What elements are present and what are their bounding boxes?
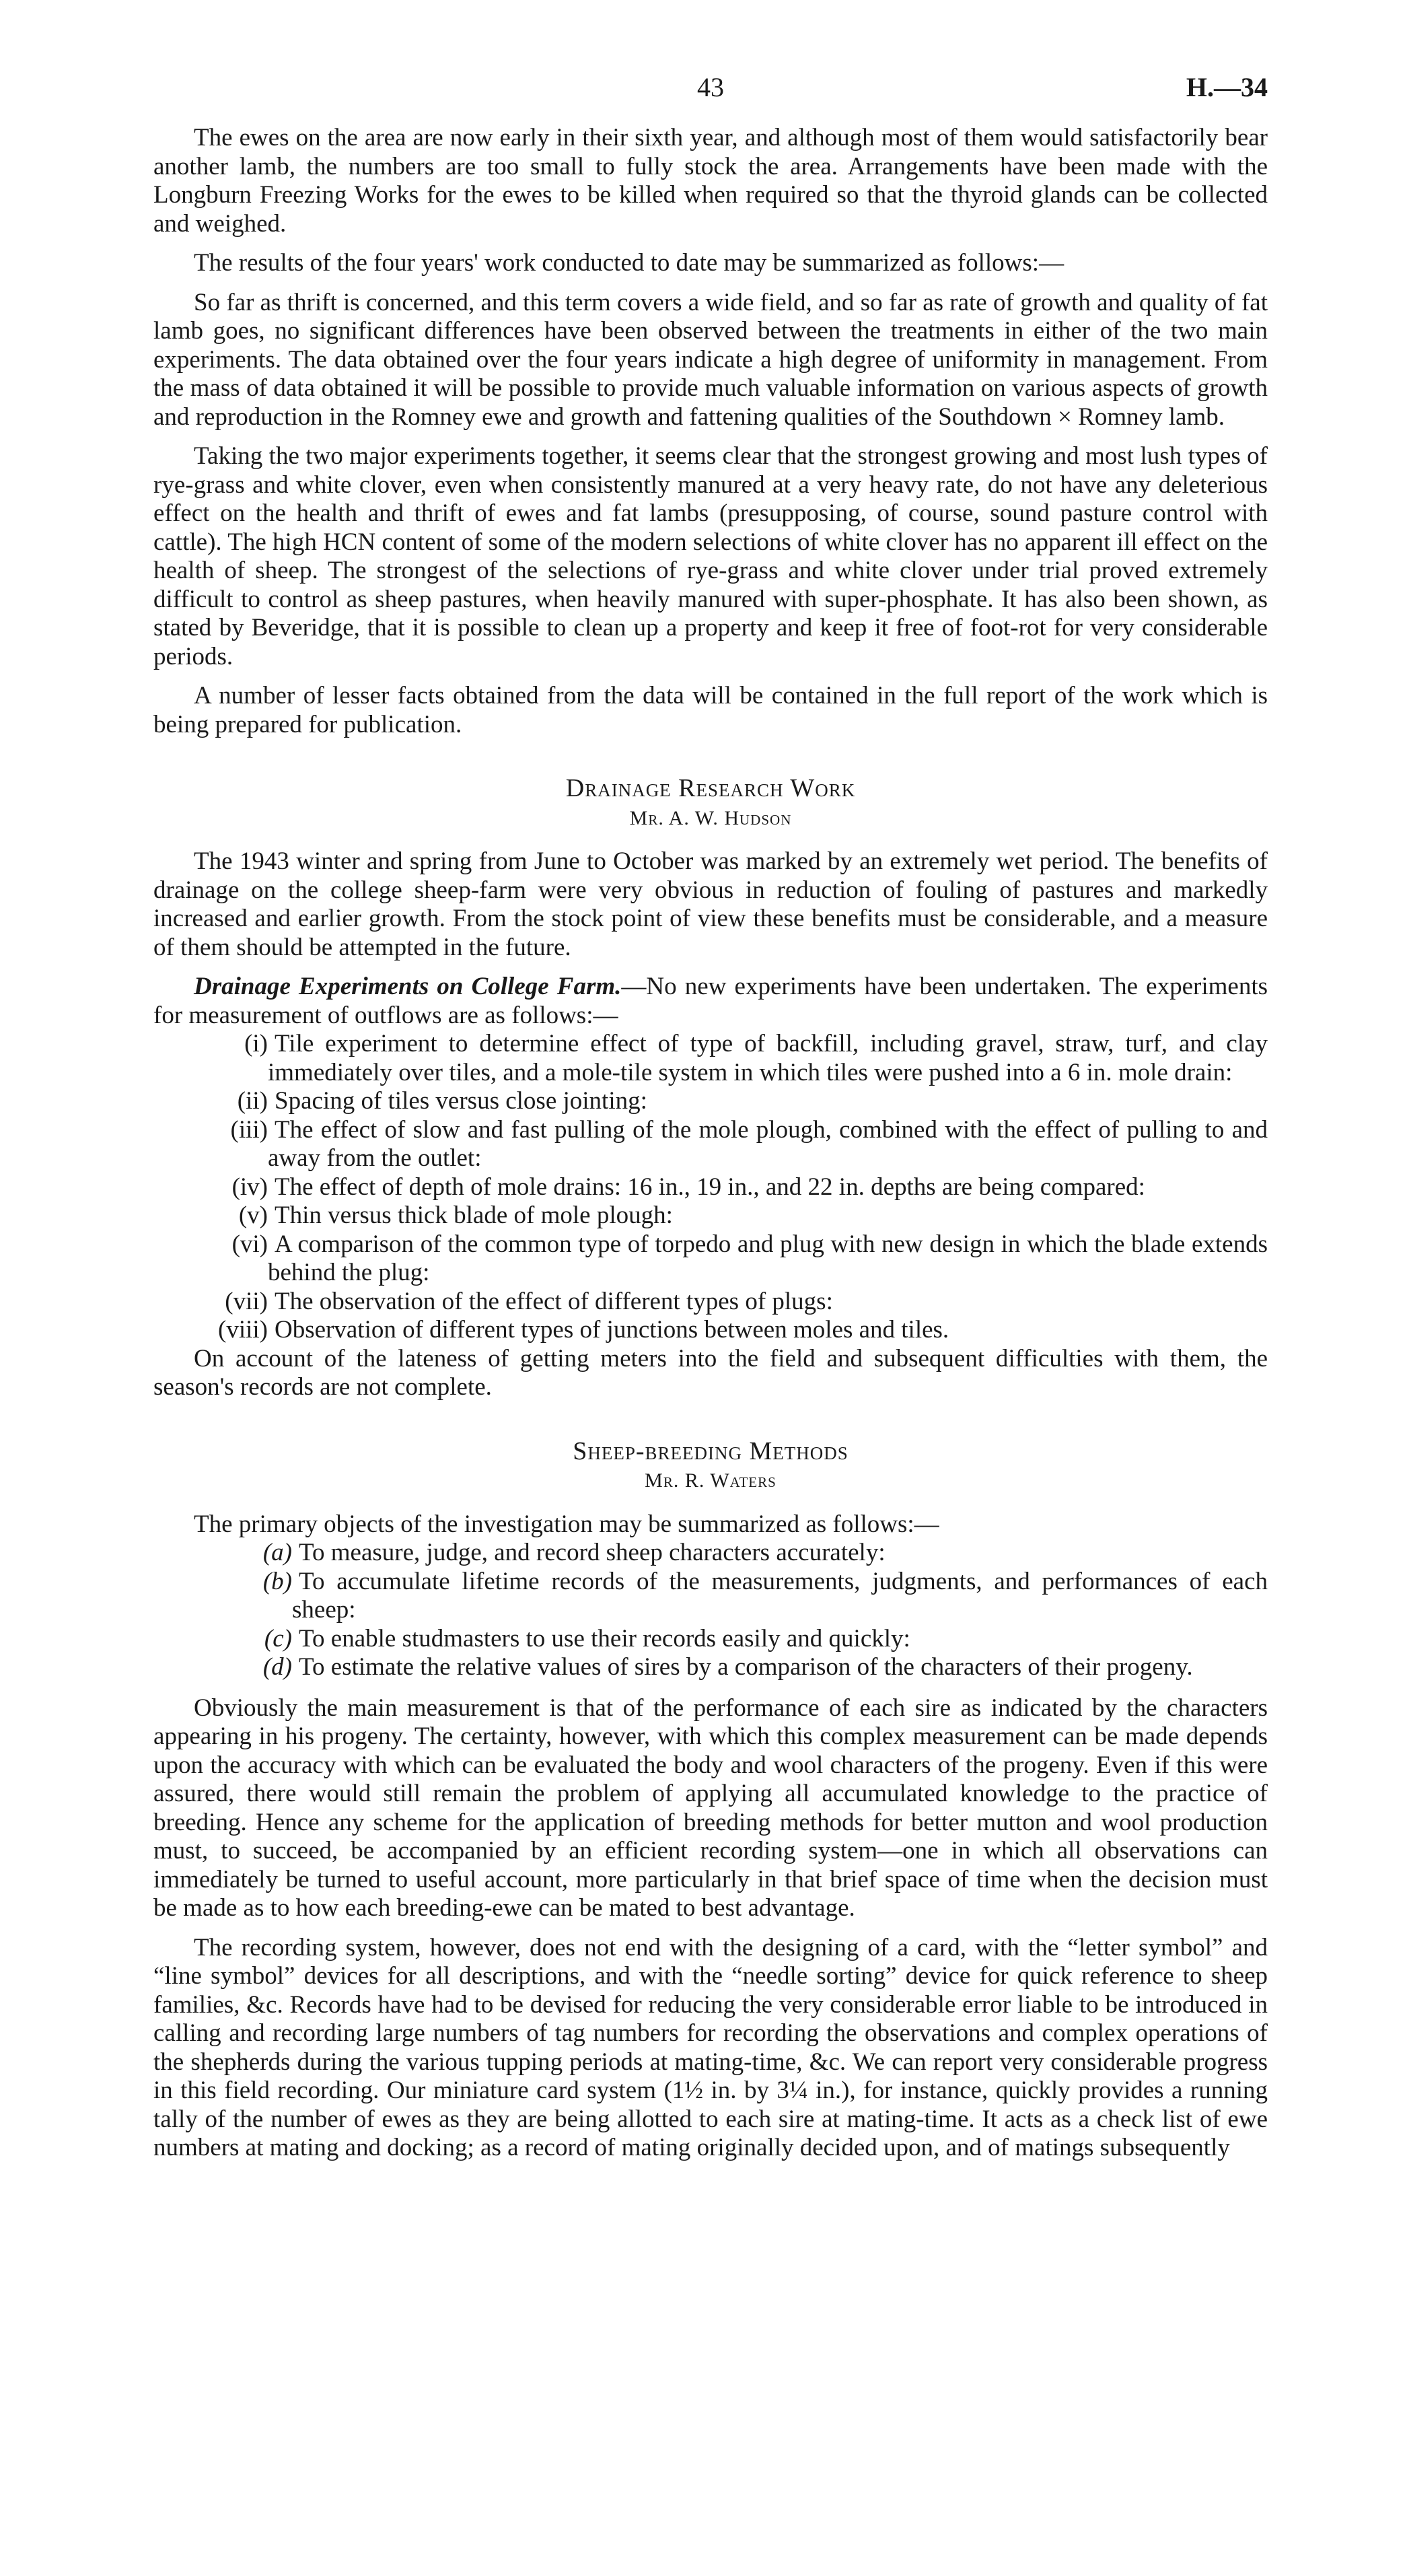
list-item [153,1202,1268,1230]
report-code: H.—34 [1186,72,1268,102]
list-item [153,1568,1268,1625]
list-item-number: (vi) [231,1230,268,1258]
list-item-number: (viii) [218,1316,268,1344]
list-item-text: The effect of depth of mole drains: 16 in., 19 in., and 22 in. depths are being compared: [275,1173,1145,1201]
list-item-number: (iv) [231,1173,268,1201]
paragraph-results-summary: The results of the four years' work conducted to date may be summarized as follows:— [194,249,1065,277]
page-header [153,67,1268,108]
list-item-number: (ii) [237,1087,268,1115]
list-item-text: To accumulate lifetime records of the measurements, judgments, and performances of each sheep: [292,1567,1268,1624]
list-item [153,1116,1268,1173]
list-item-text: To estimate the relative values of sires by a comparison of the characters of their progeny. [299,1653,1193,1681]
list-item-text: A comparison of the common type of torpedo and plug with new design in which the blade extends behind the plug: [268,1230,1268,1286]
list-item [153,1030,1268,1087]
list-item-number: (d) [262,1653,292,1681]
list-item-text: To measure, judge, and record sheep characters accurately: [299,1539,886,1566]
paragraph-main-measurement: Obviously the main measurement is that of the performance of each sire as indicated by the characters appearing in his progeny. The certainty, however, with which this complex measurement can be made depends upon the accuracy with which can be evaluated the body and wool characters of the progeny. Even if this were assured, there would still remain the problem of applying all accumulated knowledge to the practice of breeding. Hence any scheme for the application of breeding methods for better mutton and wool production must, to succeed, be accompanied by an efficient recording system—one in which all observations can immediately be turned to useful account, more particularly in that brief space of time when the decision must be made as to how each breeding-ewe can be mated to best advantage. [153,1694,1268,1922]
page-body [153,124,1268,2173]
list-item [153,1173,1268,1202]
list-item-number: (c) [264,1624,292,1652]
list-item-number: (i) [244,1030,268,1057]
paragraph-lesser-facts: A number of lesser facts obtained from the data will be contained in the full report of the work which is being prepared for publication. [153,682,1268,738]
list-item [153,1316,1268,1345]
list-item-text: To enable studmasters to use their records easily and quickly: [299,1624,910,1652]
list-item-number: (a) [262,1539,292,1566]
section-heading-drainage: Drainage Research Work [565,774,856,802]
list-item-number: (iii) [230,1115,268,1144]
paragraph-thrift: So far as thrift is concerned, and this term covers a wide field, and so far as rate of growth and quality of fat lamb goes, no significant differences have been observed between the treatments in either of the two main experiments. The data obtained over the four years indicate a high degree of uniformity in management. From the mass of data obtained it will be possible to provide much valuable information on various aspects of growth and reproduction in the Romney ewe and growth and fattening qualities of the Southdown × Romney lamb. [153,288,1268,431]
paragraph-drainage-1943: The 1943 winter and spring from June to October was marked by an extremely wet period. The benefits of drainage on the college sheep-farm were very obvious in reduction of fouling of pastures and markedly increased and earlier growth. From the stock point of view these benefits must be considerable, and a measure of them should be attempted in the future. [153,847,1268,961]
list-item [153,1087,1268,1116]
run-in-title: Drainage Experiments on College Farm. [194,973,622,1000]
list-item-text: The effect of slow and fast pulling of the mole plough, combined with the effect of pulling to and away from the outlet: [268,1115,1268,1172]
drainage-experiment-list [153,1030,1268,1345]
list-item-text: Tile experiment to determine effect of type of backfill, including gravel, straw, turf, and clay immediately over tiles, and a mole-tile system in which tiles were pushed into a 6 in. mole drain: [268,1030,1268,1086]
list-item [153,1230,1268,1288]
list-item-number: (vii) [225,1287,268,1315]
section-heading-sheep-breeding: Sheep-breeding Methods [573,1436,849,1465]
list-item [153,1625,1268,1654]
paragraph-ewes: The ewes on the area are now early in their sixth year, and although most of them would satisfactorily bear another lamb, the numbers are too small to fully stock the area. Arrangements have been made with the Longburn Freezing Works for the ewes to be killed when required so that the thyroid glands can be collected and weighed. [153,124,1268,238]
paragraph-recording-system: The recording system, however, does not end with the designing of a card, with the “letter symbol” and “line symbol” devices for all descriptions, and with the “needle sorting” device for quick reference to sheep families, &c. Records have had to be devised for reducing the very considerable error liable to be introduced in calling and recording large numbers of tag numbers for recording the observations and complex operations of the shepherds during the various tupping periods at mating-time, &c. We can report very considerable progress in this field recording. Our miniature card system (1½ in. by 3¼ in.), for instance, quickly provides a running tally of the number of ewes as they are being allotted to each sire at mating-time. It acts as a check list of ewe numbers at mating and docking; as a record of mating originally decided upon, and of matings subsequently [153,1933,1268,2161]
list-item [153,1288,1268,1317]
paragraph-major-experiments: Taking the two major experiments together, it seems clear that the strongest growing and most lush types of rye-grass and white clover, even when consistently manured at a very heavy rate, do not have any deleterious effect on the health and thrift of ewes and fat lambs (presupposing, of course, sound pasture control with cattle). The high HCN content of some of the modern selections of white clover has no apparent ill effect on the health of sheep. The strongest of the selections of rye-grass and white clover under trial proved extremely difficult to control as sheep pastures, when heavily manured with super-phosphate. It has also been shown, as stated by Beveridge, that it is possible to clean up a property and keep it free of foot-rot for very considerable periods. [153,442,1268,670]
list-item-text: The observation of the effect of different types of plugs: [275,1287,833,1315]
drainage-experiments-intro [153,973,1268,1030]
list-item-text: Thin versus thick blade of mole plough: [275,1202,673,1229]
list-item-text: Spacing of tiles versus close jointing: [275,1087,647,1115]
page-number: 43 [697,72,724,102]
list-item-number: (v) [238,1202,268,1229]
list-item [153,1539,1268,1568]
section-author-drainage: Mr. A. W. Hudson [629,806,792,829]
run-in-text: —No new experiments have been undertaken. The experiments for measurement of outflows are as follows:— [153,973,1268,1029]
section-author-sheep-breeding: Mr. R. Waters [645,1469,777,1492]
sheep-breeding-intro: The primary objects of the investigation may be summarized as follows:— [194,1510,939,1538]
list-item [153,1653,1268,1682]
paragraph-drainage-closing: On account of the lateness of getting meters into the field and subsequent difficulties with them, the season's records are not complete. [153,1344,1268,1401]
list-item-text: Observation of different types of junctions between moles and tiles. [275,1316,949,1344]
sheep-breeding-objects-list [153,1539,1268,1682]
list-item-number: (b) [262,1567,292,1595]
